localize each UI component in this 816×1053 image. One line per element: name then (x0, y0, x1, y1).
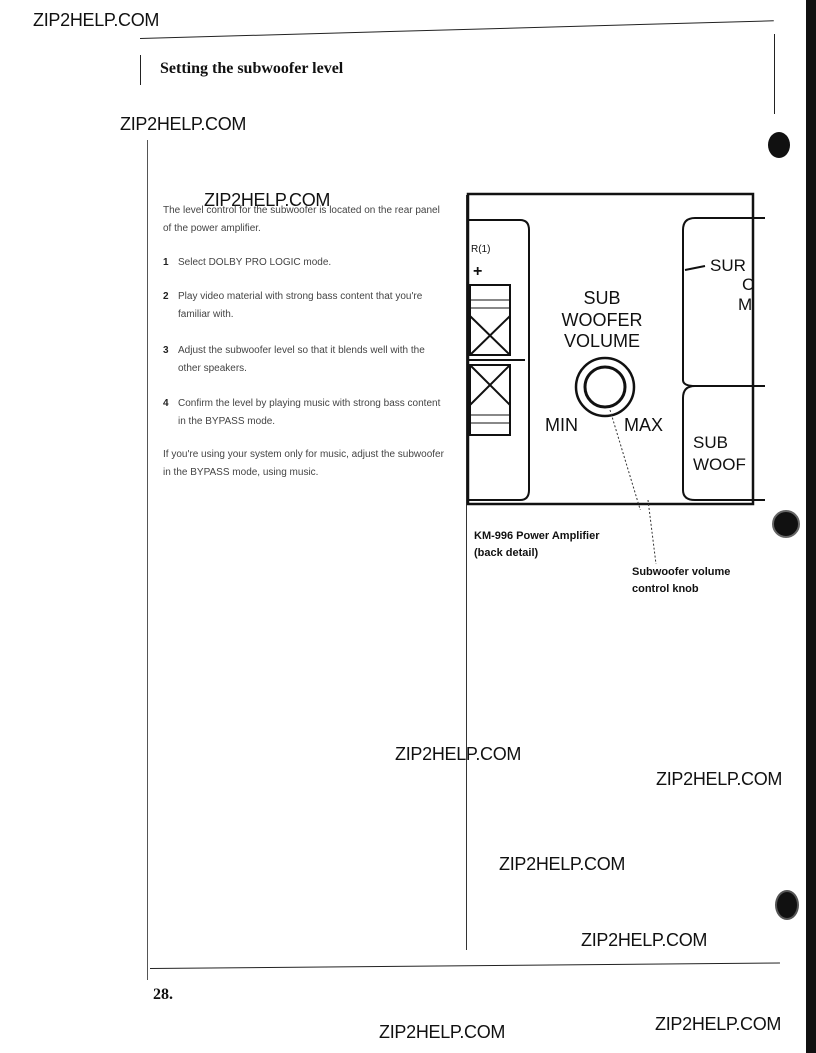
knob-label-line-1: SUB (583, 288, 621, 308)
right-bottom-label-1: SUB (693, 433, 728, 452)
right-bottom-label-2: WOOF (693, 455, 746, 474)
knob-label-line-3: VOLUME (563, 331, 641, 351)
frame-top-left-tick (140, 55, 141, 85)
frame-right-border (774, 34, 775, 114)
callout-line-2: control knob (632, 583, 699, 595)
min-label: MIN (545, 415, 578, 435)
watermark: ZIP2HELP.COM (656, 769, 783, 789)
binding-hole (772, 510, 800, 538)
knob-label-line-2: WOOFER (561, 310, 643, 330)
frame-left-border (147, 140, 148, 980)
frame-top-border (140, 20, 774, 39)
page-number: 28. (153, 986, 173, 1003)
step-4 (163, 395, 448, 431)
watermark: ZIP2HELP.COM (379, 1022, 506, 1042)
caption-line-2: (back detail) (474, 547, 539, 559)
caption-line-1: KM-996 Power Amplifier (474, 530, 600, 542)
step-1 (163, 254, 448, 272)
intro-paragraph: The level control for the subwoofer is located on the rear panel of the power amplifier. (163, 205, 440, 234)
binding-hole (768, 132, 790, 158)
step-2 (163, 288, 448, 324)
step-number: 2 (163, 291, 169, 302)
watermark: ZIP2HELP.COM (120, 114, 247, 134)
amplifier-back-panel-diagram (465, 190, 765, 510)
right-top-label-1: SUR (710, 256, 746, 275)
note-paragraph: If you're using your system only for music, adjust the subwoofer in the BYPASS mode, using music. (163, 449, 444, 478)
frame-bottom-border (150, 963, 780, 969)
step-number: 1 (163, 257, 169, 268)
knob-callout (632, 564, 730, 598)
page-title: Setting the subwoofer level (160, 60, 344, 77)
right-top-label-2: C (742, 275, 755, 294)
callout-line-1: Subwoofer volume (632, 566, 731, 578)
watermark: ZIP2HELP.COM (655, 1014, 782, 1034)
step-text: Select DOLBY PRO LOGIC mode. (178, 257, 332, 268)
step-3 (163, 342, 448, 378)
watermark: ZIP2HELP.COM (581, 930, 708, 950)
watermark: ZIP2HELP.COM (204, 190, 331, 210)
step-number: 4 (163, 398, 169, 409)
step-text: Adjust the subwoofer level so that it blends well with the other speakers. (178, 345, 425, 374)
plus-label: + (473, 263, 483, 280)
terminal-label: R(1) (471, 244, 491, 255)
callout-leader-extension (600, 500, 660, 570)
step-text: Confirm the level by playing music with strong bass content in the BYPASS mode. (178, 398, 441, 427)
max-label: MAX (624, 415, 664, 435)
watermark: ZIP2HELP.COM (395, 744, 522, 764)
watermark: ZIP2HELP.COM (499, 854, 626, 874)
watermark: ZIP2HELP.COM (33, 10, 160, 30)
step-text: Play video material with strong bass content that you're familiar with. (178, 291, 423, 320)
right-page-edge (806, 0, 816, 1053)
right-top-label-3: M (738, 295, 753, 314)
diagram-caption (474, 528, 600, 562)
binding-hole (775, 890, 799, 920)
step-number: 3 (163, 345, 169, 356)
